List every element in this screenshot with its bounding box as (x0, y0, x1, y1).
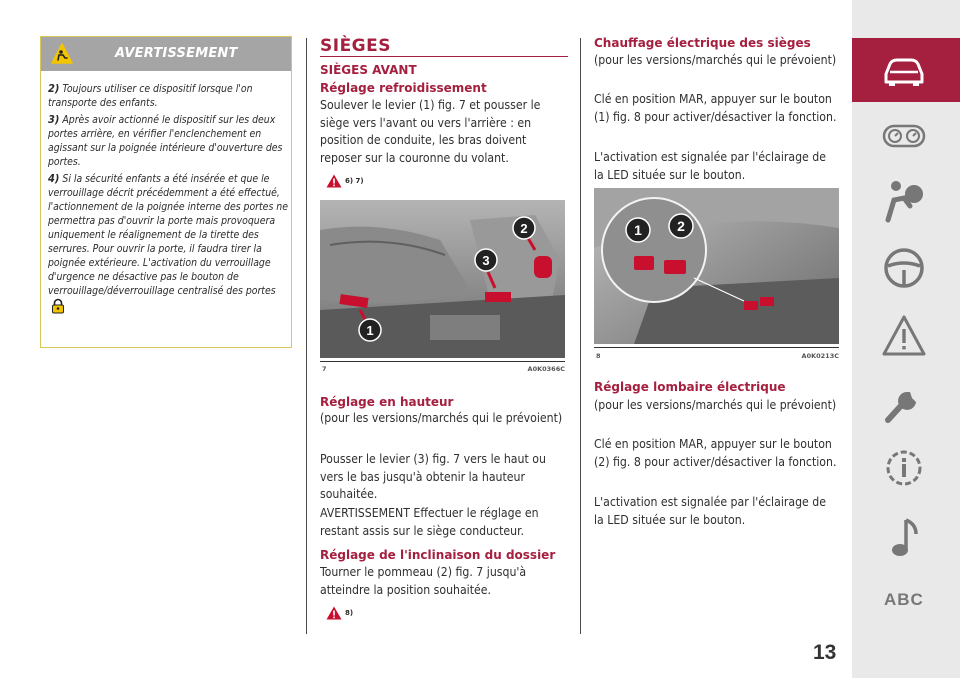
backrest-text: Tourner le pommeau (2) fig. 7 jusqu'à atteindre la position souhaitée. (320, 565, 527, 597)
cooling-text: Soulever le levier (1) fig. 7 et pousser le siège vers l'avant ou vers l'arrière : en position de conduite, les bras doivent reposer sur la couronne du volant. (320, 98, 541, 165)
figure-7-caption: 7 A0K0366C (322, 365, 565, 373)
figure-8-seat-buttons-photo (594, 188, 839, 344)
warning-reference: 8) (326, 606, 353, 620)
subsection-title: SIÈGES AVANT (320, 63, 417, 77)
warning-note: 2) Toujours utiliser ce dispositif lorsque l'on transporte des enfants. (48, 82, 253, 109)
figure-rule (320, 361, 565, 362)
column-separator (580, 38, 581, 634)
warning-triangle-small-icon (326, 606, 342, 620)
warning-notes (48, 82, 290, 317)
child-lock-icon (50, 298, 66, 314)
warning-note: 3) Après avoir actionné le dispositif sur les deux portes arrière, en vérifier l'enclenchement en agissant sur la poignée intérieure d'ouverture des portes. (48, 113, 283, 168)
callout-1: 1 (634, 222, 642, 238)
heating-versions-text: (pour les versions/marchés qui le prévoient) (594, 53, 837, 67)
abc-index-link[interactable]: ABC (884, 590, 924, 609)
column-separator (306, 38, 307, 634)
heading-heating: Chauffage électrique des sièges (594, 36, 811, 50)
warning-box (40, 36, 292, 348)
callout-2: 2 (677, 218, 685, 234)
warning-triangle-icon[interactable] (880, 312, 928, 360)
heading-height: Réglage en hauteur (320, 395, 454, 409)
lumbar-led-text: L'activation est signalée par l'éclairage de la LED située sur le bouton. (594, 495, 826, 527)
figure-8-caption: 8 A0K0213C (596, 352, 839, 360)
warning-reference: 6) 7) (326, 174, 364, 188)
section-title: SIÈGES (320, 36, 391, 56)
height-versions-text: (pour les versions/marchés qui le prévoient) (320, 411, 563, 425)
callout-3: 3 (482, 253, 490, 268)
seat-illustration (320, 200, 565, 358)
seat-buttons-illustration (594, 188, 839, 344)
wrench-icon[interactable] (880, 378, 928, 426)
heating-led-text: L'activation est signalée par l'éclairage de la LED située sur le bouton. (594, 150, 826, 182)
page-number: 13 (813, 641, 837, 664)
car-icon[interactable] (880, 46, 928, 94)
lumbar-versions-text: (pour les versions/marchés qui le prévoient) (594, 398, 837, 412)
callout-1: 1 (366, 323, 374, 338)
warning-title: AVERTISSEMENT (115, 46, 238, 61)
section-rule (320, 56, 568, 57)
music-note-icon[interactable] (880, 514, 928, 562)
heading-backrest: Réglage de l'inclinaison du dossier (320, 548, 556, 562)
callout-2: 2 (520, 221, 528, 236)
warning-seat-icon (51, 43, 73, 65)
airbag-safety-icon[interactable] (880, 176, 928, 224)
warning-note: 4) Si la sécurité enfants a été insérée et que le verrouillage décrit précédemment a été effectué, l'actionnement de la poignée interne des portes ne permettra pas d'ouvrir la porte mais provoquera uniquement le réalignement de la tirette des serrures. Pour ouvrir la porte, il faudra tirer la poignée extérieure. L'activation du verrouillage d'urgence ne désactive pas le bouton de verrouillage/déverrouillage centralisé des portes (48, 172, 290, 314)
heating-text: Clé en position MAR, appuyer sur le bouton (1) fig. 8 pour activer/désactiver la fonction. (594, 92, 837, 124)
heading-cooling: Réglage refroidissement (320, 81, 487, 95)
info-gear-icon[interactable] (880, 444, 928, 492)
figure-7-seat-photo (320, 200, 565, 358)
warning-triangle-small-icon (326, 174, 342, 188)
steering-wheel-icon[interactable] (880, 244, 928, 292)
lumbar-text: Clé en position MAR, appuyer sur le bouton (2) fig. 8 pour activer/désactiver la fonction. (594, 437, 837, 469)
heading-lumbar: Réglage lombaire électrique (594, 380, 786, 394)
dashboard-gauges-icon[interactable] (880, 112, 928, 160)
height-text: Pousser le levier (3) fig. 7 vers le haut ou vers le bas jusqu'à obtenir la hauteur souhaitée. (320, 452, 546, 501)
figure-rule (594, 347, 839, 348)
warning-header (41, 37, 291, 71)
height-warning-text: AVERTISSEMENT Effectuer le réglage en restant assis sur le siège conducteur. (320, 506, 539, 538)
